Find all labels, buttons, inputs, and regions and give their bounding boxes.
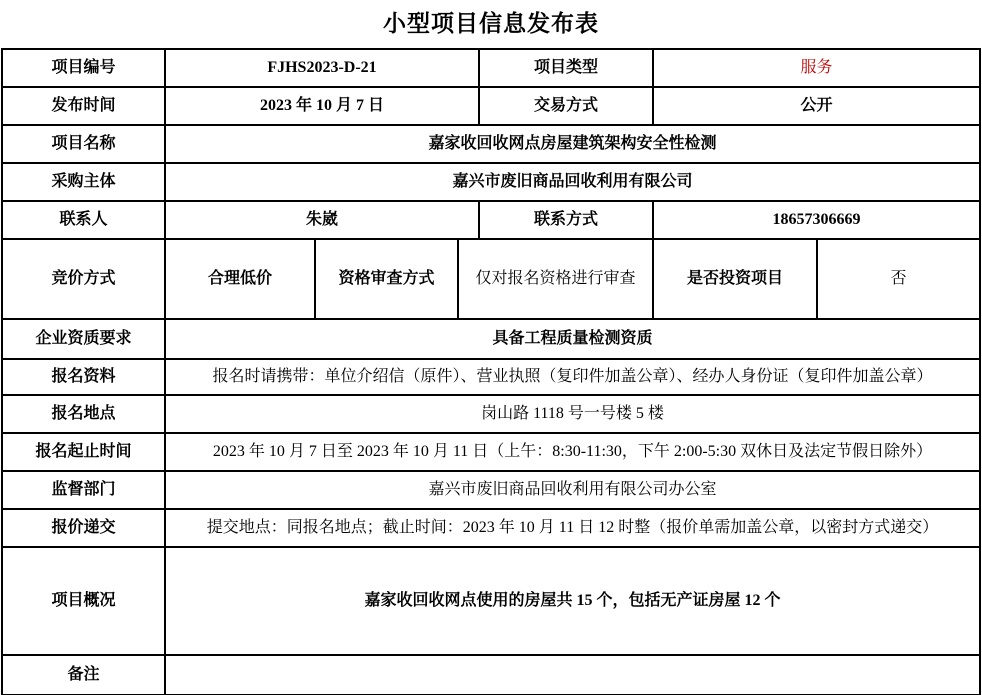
row-remarks [3,656,979,694]
purchaser-value: 嘉兴市废旧商品回收利用有限公司 [452,173,693,190]
trade-method-value: 公开 [800,97,833,114]
enterprise-qualification-label: 企业资质要求 [3,320,166,358]
row-project-code [3,50,979,88]
row-publish-time [3,88,979,126]
row-registration-materials [3,360,979,396]
row-enterprise-qualification [3,320,979,360]
registration-materials-label: 报名资料 [3,360,166,394]
registration-period-value: 2023 年 10 月 7 日至 2023 年 10 月 11 日（上午：8:30-11:30，下午 2:00-5:30 双休日及法定节假日除外） [212,443,933,460]
qualification-review-label: 资格审查方式 [316,240,459,318]
registration-location-label: 报名地点 [3,396,166,432]
row-contact [3,202,979,240]
project-overview-value: 嘉家收回收网点使用的房屋共 15 个，包括无产证房屋 12 个 [364,592,781,609]
row-supervision-department [3,472,979,510]
contact-method-label: 联系方式 [480,202,654,238]
project-overview-label: 项目概况 [3,548,166,654]
row-project-overview [3,548,979,656]
project-code-value: FJHS2023-D-21 [166,50,480,86]
trade-method-label: 交易方式 [480,88,654,124]
row-purchaser [3,164,979,202]
publish-time-value: 2023 年 10 月 7 日 [166,88,480,124]
page-title: 小型项目信息发布表 [383,11,599,36]
project-code-label: 项目编号 [3,50,166,86]
project-type-value: 服务 [800,59,833,76]
remarks-value [166,656,979,694]
investment-project-value: 否 [890,270,907,287]
registration-materials-value: 报名时请携带：单位介绍信（原件）、营业执照（复印件加盖公章）、经办人身份证（复印件加盖公章） [212,368,933,385]
quotation-submission-value: 提交地点：同报名地点；截止时间：2023 年 10 月 11 日 12 时整（报价单需加盖公章，以密封方式递交） [206,519,939,536]
remarks-label: 备注 [3,656,166,694]
supervision-department-value: 嘉兴市废旧商品回收利用有限公司办公室 [428,481,717,498]
enterprise-qualification-value: 具备工程质量检测资质 [492,330,653,347]
project-type-label: 项目类型 [480,50,654,86]
row-registration-period [3,434,979,472]
row-project-name [3,126,979,164]
bidding-method-value: 合理低价 [166,240,316,318]
row-registration-location [3,396,979,434]
registration-location-value: 岗山路 1118 号一号楼 5 楼 [481,405,664,422]
bidding-method-label: 竞价方式 [3,240,166,318]
contact-person-label: 联系人 [3,202,166,238]
row-bidding-method [3,240,979,320]
project-name-label: 项目名称 [3,126,166,162]
publish-time-label: 发布时间 [3,88,166,124]
row-quotation-submission [3,510,979,548]
qualification-review-value: 仅对报名资格进行审查 [459,240,654,318]
contact-person-value: 朱崴 [166,202,480,238]
project-info-table [1,48,981,695]
purchaser-label: 采购主体 [3,164,166,200]
registration-period-label: 报名起止时间 [3,434,166,470]
quotation-submission-label: 报价递交 [3,510,166,546]
investment-project-label: 是否投资项目 [654,240,818,318]
supervision-department-label: 监督部门 [3,472,166,508]
project-name-value: 嘉家收回收网点房屋建筑架构安全性检测 [428,135,717,152]
contact-method-value: 18657306669 [772,211,861,228]
